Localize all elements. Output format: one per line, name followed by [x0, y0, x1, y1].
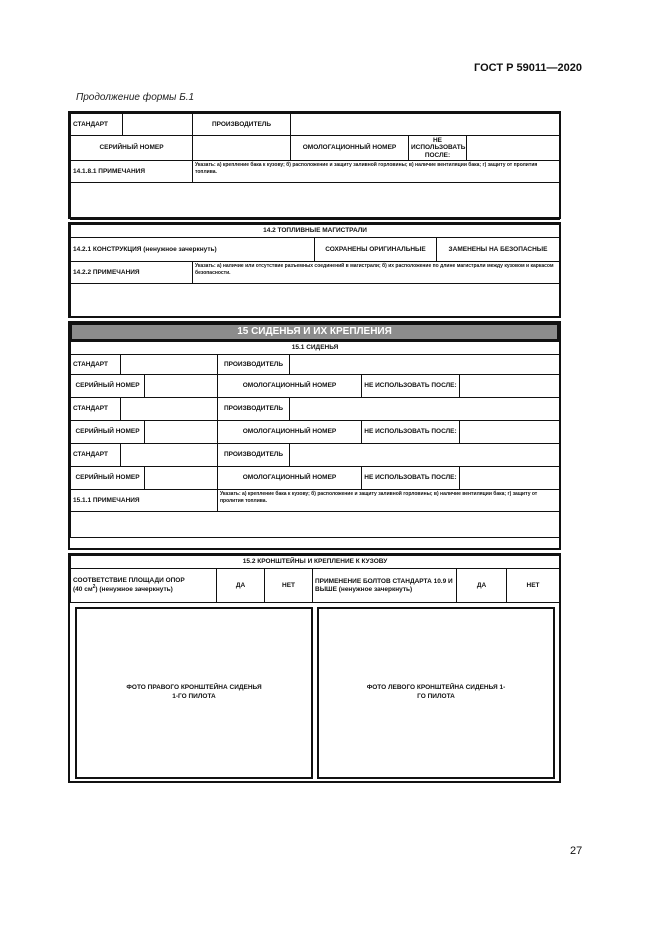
standard-label: СТАНДАРТ — [71, 398, 121, 421]
notes-area[interactable] — [71, 512, 560, 538]
standard-value[interactable] — [121, 444, 218, 467]
fuel-tank-block — [68, 111, 561, 219]
serial-label: СЕРИЙНЫЙ НОМЕР — [71, 136, 193, 161]
support-area-sup: 2 — [92, 583, 96, 590]
notes-area[interactable] — [71, 183, 560, 220]
manufacturer-value[interactable] — [290, 444, 560, 467]
standard-value[interactable] — [121, 398, 218, 421]
manufacturer-label: ПРОИЗВОДИТЕЛЬ — [193, 114, 291, 136]
photo-left-caption: ФОТО ЛЕВОГО КРОНШТЕЙНА СИДЕНЬЯ 1-ГО ПИЛОТА — [366, 684, 506, 700]
support-area-no[interactable]: НЕТ — [265, 569, 313, 603]
support-area-line1: СООТВЕТСТВИЕ ПЛОЩАДИ ОПОР — [73, 577, 185, 585]
option-safe[interactable]: ЗАМЕНЕНЫ НА БЕЗОПАСНЫЕ — [437, 238, 560, 262]
do-not-use-value[interactable] — [460, 421, 560, 444]
serial-label: СЕРИЙНЫЙ НОМЕР — [71, 467, 145, 490]
manufacturer-label: ПРОИЗВОДИТЕЛЬ — [218, 398, 290, 421]
standard-label: СТАНДАРТ — [71, 114, 123, 136]
do-not-use-label: НЕ ИСПОЛЬЗОВАТЬ ПОСЛЕ: — [409, 136, 467, 161]
do-not-use-label: НЕ ИСПОЛЬЗОВАТЬ ПОСЛЕ: — [362, 375, 460, 398]
bolts-yes[interactable]: ДА — [457, 569, 507, 603]
standard-value[interactable] — [121, 355, 218, 375]
notes-label: 14.1.8.1 ПРИМЕЧАНИЯ — [71, 161, 193, 183]
notes-instructions: Указать: а) наличие или отсутствие разъемных соединений в магистрали; б) их расположение по длине магистрали между кузовом и каркасом безопасности. — [193, 262, 560, 284]
serial-value[interactable] — [193, 136, 291, 161]
notes-area[interactable] — [71, 284, 560, 317]
do-not-use-value[interactable] — [467, 136, 560, 161]
do-not-use-value[interactable] — [460, 375, 560, 398]
support-area-yes[interactable]: ДА — [217, 569, 265, 603]
do-not-use-label: НЕ ИСПОЛЬЗОВАТЬ ПОСЛЕ: — [362, 421, 460, 444]
manufacturer-value[interactable] — [290, 355, 560, 375]
seats-section-banner: 15 СИДЕНЬЯ И ИХ КРЕПЛЕНИЯ — [70, 323, 559, 341]
photo-right-caption: ФОТО ПРАВОГО КРОНШТЕЙНА СИДЕНЬЯ 1-ГО ПИЛОТА — [126, 684, 262, 700]
serial-label: СЕРИЙНЫЙ НОМЕР — [71, 421, 145, 444]
manufacturer-label: ПРОИЗВОДИТЕЛЬ — [218, 355, 290, 375]
support-area-label — [71, 569, 217, 603]
continuation-caption: Продолжение формы Б.1 — [76, 92, 195, 103]
brackets-block — [68, 553, 561, 783]
seats-subtitle: 15.1 СИДЕНЬЯ — [71, 342, 560, 355]
notes-label: 15.1.1 ПРИМЕЧАНИЯ — [71, 490, 218, 512]
document-code: ГОСТ Р 59011—2020 — [474, 62, 582, 74]
standard-label: СТАНДАРТ — [71, 444, 121, 467]
fuel-lines-block — [68, 222, 561, 318]
page-number: 27 — [570, 845, 583, 857]
seats-block — [68, 321, 561, 550]
photo-left-bracket[interactable] — [317, 607, 555, 779]
serial-value[interactable] — [145, 421, 218, 444]
photo-right-bracket[interactable] — [75, 607, 313, 779]
manufacturer-value[interactable] — [290, 398, 560, 421]
homologation-label: ОМОЛОГАЦИОННЫЙ НОМЕР — [218, 421, 362, 444]
homologation-label: ОМОЛОГАЦИОННЫЙ НОМЕР — [218, 467, 362, 490]
construction-label: 14.2.1 КОНСТРУКЦИЯ (ненужное зачеркнуть) — [71, 238, 315, 262]
bolts-label: ПРИМЕНЕНИЕ БОЛТОВ СТАНДАРТА 10.9 И ВЫШЕ (ненужное зачеркнуть) — [313, 569, 457, 603]
homologation-label: ОМОЛОГАЦИОННЫЙ НОМЕР — [218, 375, 362, 398]
fuel-lines-title: 14.2 ТОПЛИВНЫЕ МАГИСТРАЛИ — [71, 225, 560, 238]
standard-label: СТАНДАРТ — [71, 355, 121, 375]
manufacturer-value[interactable] — [291, 114, 560, 136]
support-area-line2b: ) (ненужное зачеркнуть) — [95, 586, 173, 594]
notes-instructions: Указать: а) крепление бака к кузову; б) расположение и защиту заливной горловины; в) наличие вентиляции бака; г) защиту от пролития топлива. — [218, 490, 560, 512]
serial-label: СЕРИЙНЫЙ НОМЕР — [71, 375, 145, 398]
support-area-line2a: (40 см — [73, 586, 93, 594]
brackets-title: 15.2 КРОНШТЕЙНЫ И КРЕПЛЕНИЕ К КУЗОВУ — [71, 556, 560, 569]
serial-value[interactable] — [145, 467, 218, 490]
notes-instructions: Указать: а) крепление бака к кузову; б) расположение и защиту заливной горловины; в) наличие вентиляции бака; г) защиту от пролития топлива. — [193, 161, 560, 183]
bolts-no[interactable]: НЕТ — [507, 569, 560, 603]
do-not-use-label: НЕ ИСПОЛЬЗОВАТЬ ПОСЛЕ: — [362, 467, 460, 490]
do-not-use-value[interactable] — [460, 467, 560, 490]
standard-value[interactable] — [123, 114, 193, 136]
manufacturer-label: ПРОИЗВОДИТЕЛЬ — [218, 444, 290, 467]
option-original[interactable]: СОХРАНЕНЫ ОРИГИНАЛЬНЫЕ — [315, 238, 437, 262]
serial-value[interactable] — [145, 375, 218, 398]
homologation-label: ОМОЛОГАЦИОННЫЙ НОМЕР — [291, 136, 409, 161]
notes-label: 14.2.2 ПРИМЕЧАНИЯ — [71, 262, 193, 284]
